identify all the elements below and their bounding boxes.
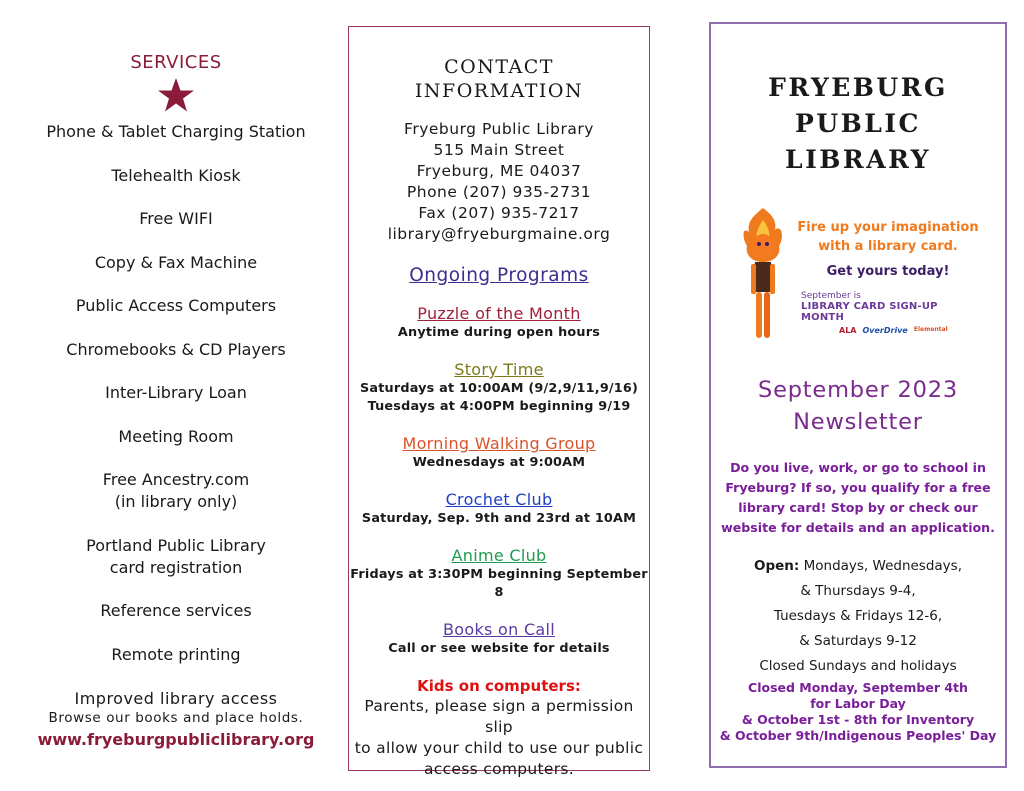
open-label: Open: <box>754 558 800 574</box>
closure-line: Closed Monday, September 4th <box>748 680 968 695</box>
address-block <box>349 119 649 245</box>
program-schedule: Call or see website for details <box>388 641 610 656</box>
program-item <box>349 434 649 472</box>
city-state-zip: Fryeburg, ME 04037 <box>416 162 582 180</box>
service-item: Phone & Tablet Charging Station <box>46 122 306 141</box>
service-item: card registration <box>109 557 243 577</box>
contact-title-line1: CONTACT <box>444 56 554 78</box>
service-item: Portland Public Library <box>86 535 266 555</box>
program-title[interactable]: Story Time <box>454 360 544 379</box>
newsletter-title <box>711 374 1005 438</box>
service-item: Meeting Room <box>118 426 234 446</box>
kids-computers-section <box>349 676 649 780</box>
newsletter-title-line1: September 2023 <box>758 377 958 403</box>
eligibility-line: library card! Stop by or check our <box>738 500 978 515</box>
programs-list <box>349 304 649 658</box>
fax-number: Fax (207) 935-7217 <box>418 204 580 222</box>
service-item: Free Ancestry.com <box>102 470 250 489</box>
service-spacer <box>18 513 334 535</box>
program-schedule: Anytime during open hours <box>397 325 601 340</box>
service-item: Telehealth Kiosk <box>111 165 241 185</box>
library-title-line: FRYEBURG <box>768 73 948 102</box>
program-schedule: Saturdays at 10:00AM (9/2,9/11,9/16) <box>359 381 639 396</box>
service-item: Chromebooks & CD Players <box>66 339 286 359</box>
program-title[interactable]: Anime Club <box>451 546 547 565</box>
service-item: Remote printing <box>111 644 241 664</box>
elemental-logo: Elemental <box>913 326 948 333</box>
eligibility-line: Do you live, work, or go to school in <box>730 460 986 475</box>
program-item <box>349 490 649 528</box>
service-spacer <box>18 230 334 252</box>
star-icon <box>157 77 195 113</box>
service-spacer <box>18 187 334 209</box>
service-spacer <box>18 274 334 296</box>
program-schedule: Fridays at 3:30PM beginning September 8 <box>350 567 648 600</box>
promo-month: LIBRARY CARD SIGN-UP MONTH <box>801 301 938 323</box>
kids-text-line: access computers. <box>423 760 574 778</box>
partner-logos <box>795 326 981 335</box>
ala-logo: ALA <box>839 326 857 335</box>
program-item <box>349 620 649 658</box>
cover-panel <box>709 22 1007 768</box>
eligibility-line: website for details and an application. <box>721 520 995 535</box>
hours-text: Mondays, Wednesdays, <box>799 558 962 574</box>
program-item <box>349 546 649 602</box>
closure-line: for Labor Day <box>810 696 906 711</box>
program-item <box>349 360 649 416</box>
program-title[interactable]: Crochet Club <box>445 490 553 509</box>
promo-line2: with a library card. <box>818 239 958 254</box>
service-item: Inter-Library Loan <box>105 383 247 402</box>
promo-line1: Fire up your imagination <box>797 220 979 235</box>
kids-computers-title: Kids on computers: <box>417 677 581 695</box>
hours-line <box>711 554 1005 579</box>
library-title-line: PUBLIC <box>795 109 921 138</box>
library-title <box>711 70 1005 178</box>
hours-line: Closed Sundays and holidays <box>759 658 957 674</box>
closure-line: & October 9th/Indigenous Peoples' Day <box>719 728 997 743</box>
service-spacer <box>18 448 334 470</box>
service-item: Free WIFI <box>139 209 213 228</box>
promo-text <box>795 218 981 335</box>
contact-title-line2: INFORMATION <box>414 80 584 102</box>
service-item: Copy & Fax Machine <box>94 252 258 272</box>
promo-cta: Get yours today! <box>826 264 950 279</box>
kids-text-line: to allow your child to use our public <box>354 739 644 757</box>
service-item: (in library only) <box>114 492 238 511</box>
promo-month-small: September is <box>801 291 861 301</box>
hours-line: Tuesdays & Fridays 12-6, <box>773 608 943 624</box>
service-spacer <box>18 317 334 339</box>
program-schedule: Wednesdays at 9:00AM <box>412 455 586 470</box>
closures-notice <box>711 680 1005 744</box>
contact-title <box>349 55 649 103</box>
program-title[interactable]: Morning Walking Group <box>402 434 596 453</box>
service-spacer <box>18 361 334 383</box>
kids-text-line: Parents, please sign a permission slip <box>364 697 634 736</box>
eligibility-line: Fryeburg? If so, you qualify for a free <box>725 480 991 495</box>
service-item: Public Access Computers <box>75 296 277 315</box>
service-item: Reference services <box>100 601 252 620</box>
improved-access-heading: Improved library access <box>74 689 278 708</box>
ongoing-programs-heading: Ongoing Programs <box>409 265 589 286</box>
service-spacer <box>18 404 334 426</box>
browse-text: Browse our books and place holds. <box>48 710 304 726</box>
email-address[interactable]: library@fryeburgmaine.org <box>387 225 611 243</box>
services-panel <box>18 52 334 749</box>
program-title[interactable]: Puzzle of the Month <box>417 304 581 323</box>
street-address: 515 Main Street <box>433 141 565 159</box>
program-schedule: Tuesdays at 4:00PM beginning 9/19 <box>367 399 631 414</box>
open-hours <box>711 554 1005 679</box>
contact-programs-panel <box>348 26 650 778</box>
program-item <box>349 304 649 342</box>
closure-line: & October 1st - 8th for Inventory <box>741 712 975 727</box>
hours-line: & Thursdays 9-4, <box>800 583 916 599</box>
website-link[interactable]: www.fryeburgpubliclibrary.org <box>37 730 315 749</box>
service-spacer <box>18 143 334 165</box>
program-schedule: Saturday, Sep. 9th and 23rd at 10AM <box>361 511 637 526</box>
library-title-line: LIBRARY <box>785 145 931 174</box>
fire-character-illustration <box>733 206 793 346</box>
overdrive-logo: OverDrive <box>862 326 908 335</box>
newsletter-title-line2: Newsletter <box>793 409 923 435</box>
service-spacer <box>18 666 334 688</box>
phone-number: Phone (207) 935-2731 <box>406 183 592 201</box>
services-list <box>18 121 334 687</box>
eligibility-text <box>711 458 1005 538</box>
program-title[interactable]: Books on Call <box>442 620 556 639</box>
service-spacer <box>18 579 334 601</box>
library-card-promo <box>711 206 1005 354</box>
services-title: SERVICES <box>130 52 222 73</box>
service-spacer <box>18 622 334 644</box>
hours-line: & Saturdays 9-12 <box>799 633 917 649</box>
library-name: Fryeburg Public Library <box>404 120 594 138</box>
